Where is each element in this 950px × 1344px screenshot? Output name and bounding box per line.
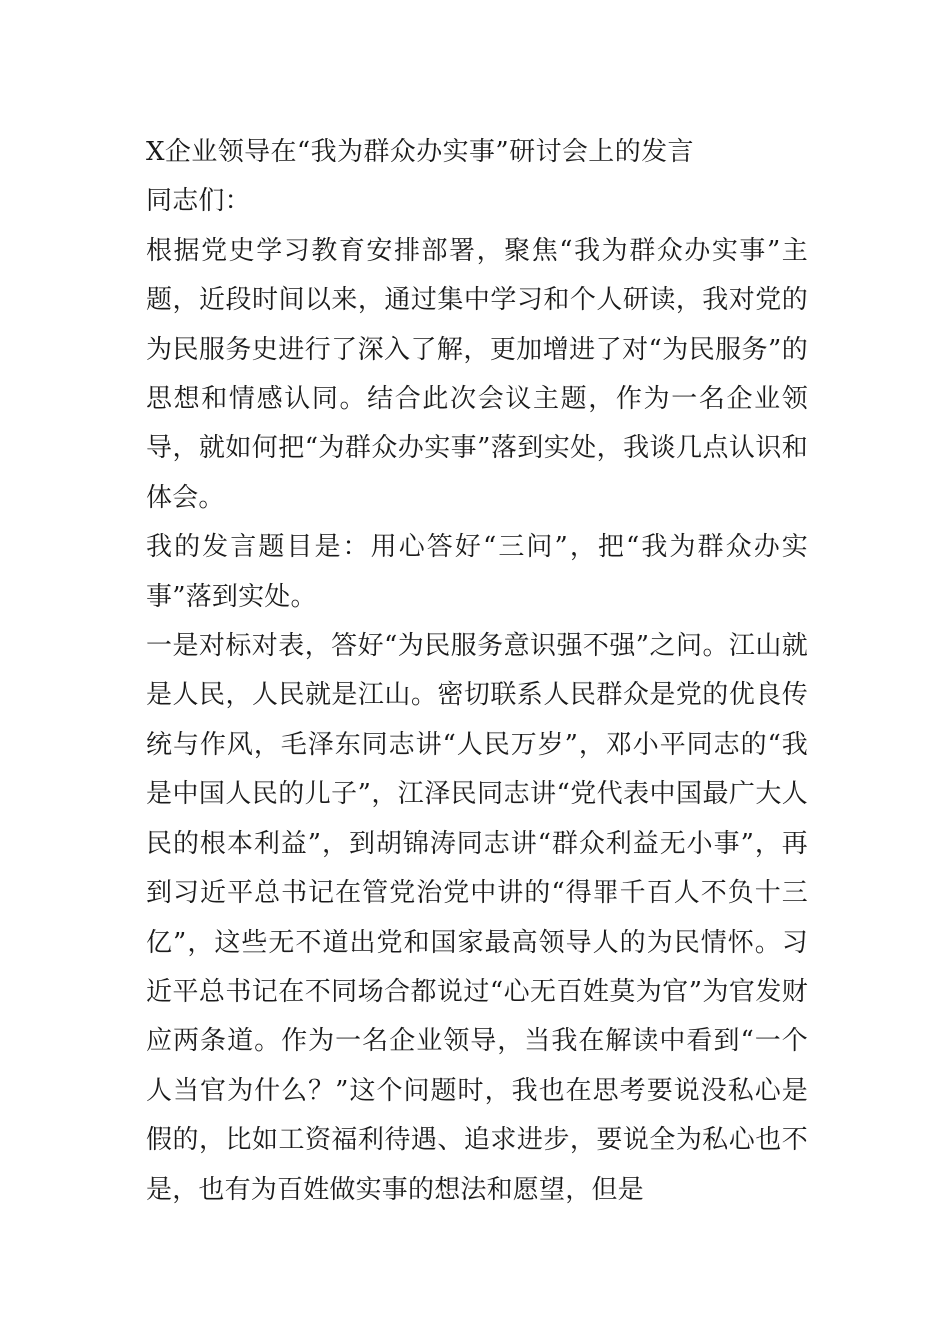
paragraph-point-one: 一是对标对表，答好“为民服务意识强不强”之问。江山就是人民，人民就是江山。密切联系人民群众是党的优良传统与作风，毛泽东同志讲“人民万岁”，邓小平同志的“我是中国人民的儿子”，江泽民同志讲“党代表中国最广大人民的根本利益”，到胡锦涛同志讲“群众利益无小事”，再到习近平总书记在管党治党中讲的“得罪千百人不负十三亿”，这些无不道出党和国家最高领导人的为民情怀。习近平总书记在不同场合都说过“心无百姓莫为官”为官发财应两条道。作为一名企业领导，当我在解读中看到“一个人当官为什么？”这个问题时，我也在思考要说没私心是假的，比如工资福利待遇、追求进步，要说全为私心也不是，也有为百姓做实事的想法和愿望，但是 <box>146 631 808 1205</box>
salutation: 同志们： <box>146 186 251 217</box>
document-title: X企业领导在“我为群众办实事”研讨会上的发言 <box>146 137 694 167</box>
paragraph-topic: 我的发言题目是：用心答好“三问”，把“我为群众办实事”落到实处。 <box>146 532 808 612</box>
document-body <box>146 128 808 1215</box>
paragraph-intro: 根据党史学习教育安排部署，聚焦“我为群众办实事”主题，近段时间以来，通过集中学习和个人研读，我对党的为民服务史进行了深入了解，更加增进了对“为民服务”的思想和情感认同。结合此次会议主题，作为一名企业领导，就如何把“为群众办实事”落到实处，我谈几点认识和体会。 <box>146 235 808 513</box>
